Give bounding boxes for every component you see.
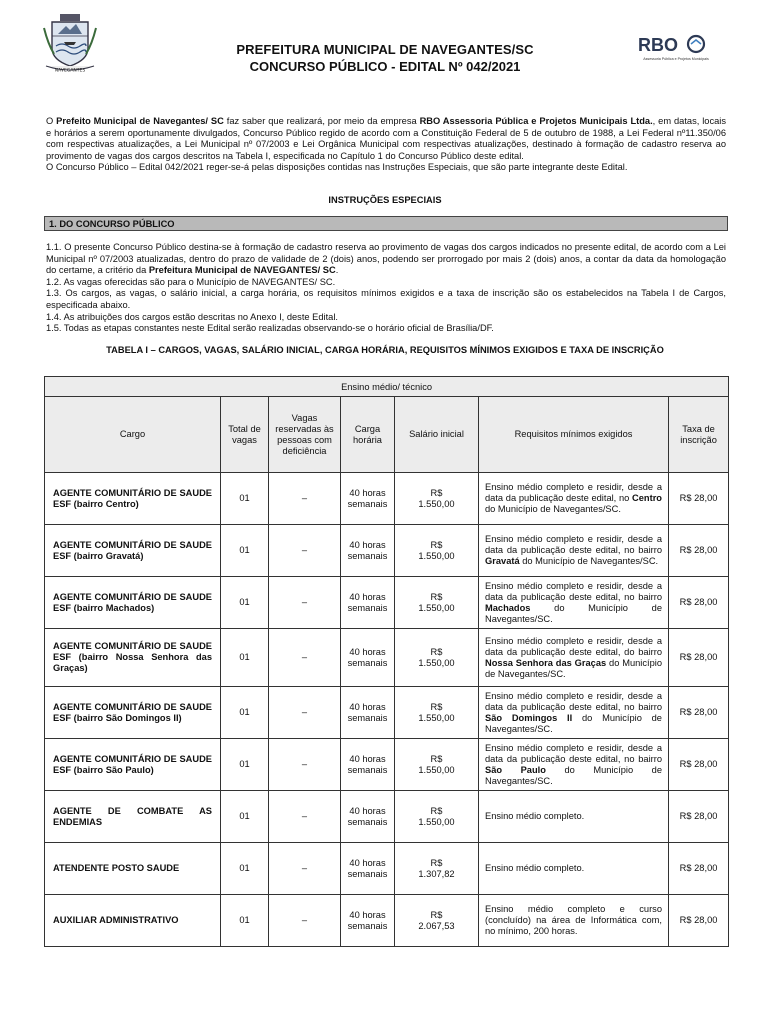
salario-currency: R$ — [430, 487, 443, 498]
cell-requisitos — [479, 895, 669, 947]
cell-requisitos — [479, 577, 669, 629]
intro-text-1: faz saber que realizará, por meio da empresa — [223, 116, 420, 126]
req-text-a: Ensino médio completo. — [485, 863, 585, 873]
col-header-requisitos: Requisitos mínimos exigidos — [479, 397, 669, 473]
cell-taxa: R$ 28,00 — [669, 895, 729, 947]
section-1-header: 1. DO CONCURSO PÚBLICO — [44, 216, 728, 231]
cell-salario — [395, 739, 479, 791]
req-text-c: do Município de Navegantes/SC. — [519, 556, 659, 566]
salario-value: 1.550,00 — [418, 816, 455, 827]
col-header-salario: Salário inicial — [395, 397, 479, 473]
cell-carga: 40 horas semanais — [341, 739, 395, 791]
col-header-cargo: Cargo — [45, 397, 221, 473]
req-text-a: Ensino médio completo e residir, desde a data da publicação deste edital, no bairro — [485, 580, 662, 602]
cell-cargo: AUXILIAR ADMINISTRATIVO — [45, 895, 221, 947]
table-caption: TABELA I – CARGOS, VAGAS, SALÁRIO INICIAL, CARGA HORÁRIA, REQUISITOS MÍNIMOS EXIGIDOS E TAXA DE INSCRIÇÃO — [106, 345, 664, 355]
intro-bold-prefeito: Prefeito Municipal de Navegantes/ SC — [56, 116, 224, 126]
intro-text-2: , em datas, locais e horários a serem oportunamente divulgados, Concurso Público regido de acordo com a Constituição Federal de 5 de outubro de 1988, a Lei Federal nº11.350/06 com respectivas atualizações, a Lei Municipal nº 07/2003 e Lei Orgânica Municipal com respectivas atualizações, destinado à formação de cadastro reserva ao provimento de vagas dos cargos descritos na Tabela I, especificada no Capítulo 1 do Concurso Público deste edital. — [46, 116, 726, 161]
cell-cargo: AGENTE COMUNITÁRIO DE SAUDE ESF (bairro Gravatá) — [45, 525, 221, 577]
req-text-bold: São Domingos II — [485, 712, 573, 723]
cell-total: 01 — [221, 687, 269, 739]
salario-value: 1.550,00 — [418, 712, 455, 723]
cell-carga: 40 horas semanais — [341, 687, 395, 739]
cell-total: 01 — [221, 525, 269, 577]
cell-requisitos — [479, 739, 669, 791]
req-text-c: do Município de Navegantes/SC. — [485, 504, 621, 514]
cell-salario — [395, 895, 479, 947]
cell-taxa: R$ 28,00 — [669, 739, 729, 791]
req-text-bold: Gravatá — [485, 556, 520, 566]
cell-cargo: AGENTE DE COMBATE AS ENDEMIAS — [45, 791, 221, 843]
table-row — [45, 577, 729, 629]
cell-total: 01 — [221, 739, 269, 791]
req-text-bold: São Paulo — [485, 764, 546, 775]
table-row — [45, 525, 729, 577]
cell-reservadas: – — [269, 473, 341, 525]
cell-carga: 40 horas semanais — [341, 525, 395, 577]
col-header-carga: Carga horária — [341, 397, 395, 473]
req-text-c: do Município de Navegantes/SC. — [485, 764, 662, 786]
cell-reservadas: – — [269, 843, 341, 895]
table-row — [45, 843, 729, 895]
salario-value: 1.550,00 — [418, 657, 455, 668]
cell-reservadas: – — [269, 739, 341, 791]
positions-table — [44, 376, 729, 947]
cell-reservadas: – — [269, 791, 341, 843]
document-title — [0, 42, 770, 74]
cell-reservadas: – — [269, 629, 341, 687]
cell-cargo: AGENTE COMUNITÁRIO DE SAUDE ESF (bairro Machados) — [45, 577, 221, 629]
salario-value: 1.307,82 — [418, 868, 455, 879]
cell-cargo: AGENTE COMUNITÁRIO DE SAUDE ESF (bairro São Paulo) — [45, 739, 221, 791]
svg-text:NAVEGANTES: NAVEGANTES — [54, 68, 86, 74]
cell-taxa: R$ 28,00 — [669, 843, 729, 895]
cell-carga: 40 horas semanais — [341, 895, 395, 947]
cell-total: 01 — [221, 895, 269, 947]
title-line-2: CONCURSO PÚBLICO - EDITAL Nº 042/2021 — [249, 59, 521, 74]
cell-taxa: R$ 28,00 — [669, 629, 729, 687]
cell-salario — [395, 629, 479, 687]
salario-currency: R$ — [430, 909, 443, 920]
cell-taxa: R$ 28,00 — [669, 525, 729, 577]
item-1-1: 1.1. O presente Concurso Público destina-se à formação de cadastro reserva ao provimento de vagas dos cargos indicados no presente edital, de acordo com a Lei Municipal nº 07/2003 atualizadas, dentro do prazo de validade de 2 (dois) anos, podendo ser prorrogado por mais 2 (dois) anos, a contar da data da homologação do certame, a critério da — [46, 242, 726, 276]
cell-reservadas: – — [269, 895, 341, 947]
cell-cargo: AGENTE COMUNITÁRIO DE SAUDE ESF (bairro Nossa Senhora das Graças) — [45, 629, 221, 687]
table-row — [45, 473, 729, 525]
item-1-3: 1.3. Os cargos, as vagas, o salário inicial, a carga horária, os requisitos mínimos exigidos e a taxa de inscrição são os estabelecidos na Tabela I de Cargos, especificada abaixo. — [46, 288, 726, 310]
cell-requisitos — [479, 687, 669, 739]
cell-reservadas: – — [269, 525, 341, 577]
table-row — [45, 739, 729, 791]
req-text-bold: Nossa Senhora das Graças — [485, 657, 607, 668]
salario-currency: R$ — [430, 539, 443, 550]
cell-requisitos — [479, 791, 669, 843]
salario-value: 1.550,00 — [418, 498, 455, 509]
cell-requisitos — [479, 473, 669, 525]
col-header-total: Total de vagas — [221, 397, 269, 473]
req-text-c: do Município de Navegantes/SC. — [485, 657, 663, 679]
salario-currency: R$ — [430, 591, 443, 602]
req-text-c: do Município de Navegantes/SC. — [485, 712, 662, 734]
item-1-2: 1.2. As vagas oferecidas são para o Município de NAVEGANTES/ SC. — [46, 276, 336, 287]
table-row — [45, 791, 729, 843]
cell-taxa: R$ 28,00 — [669, 791, 729, 843]
cell-total: 01 — [221, 473, 269, 525]
table-group-header: Ensino médio/ técnico — [45, 377, 729, 397]
cell-carga: 40 horas semanais — [341, 473, 395, 525]
cell-total: 01 — [221, 629, 269, 687]
table-row — [45, 629, 729, 687]
svg-text:Assessoria Pública e Projetos: Assessoria Pública e Projetos Municipais — [643, 57, 709, 61]
item-1-1-end: . — [335, 265, 339, 276]
cell-taxa: R$ 28,00 — [669, 577, 729, 629]
req-text-a: Ensino médio completo e curso (concluído) na área de Informática com, no mínimo, 200 horas. — [485, 904, 662, 936]
req-text-c: do Município de Navegantes/SC. — [485, 602, 662, 624]
cell-cargo: AGENTE COMUNITÁRIO DE SAUDE ESF (bairro Centro) — [45, 473, 221, 525]
cell-salario — [395, 687, 479, 739]
cell-total: 01 — [221, 843, 269, 895]
item-1-1-bold: Prefeitura Municipal de NAVEGANTES/ SC — [148, 265, 336, 276]
cell-cargo: AGENTE COMUNITÁRIO DE SAUDE ESF (bairro São Domingos II) — [45, 687, 221, 739]
cell-salario — [395, 577, 479, 629]
cell-taxa: R$ 28,00 — [669, 473, 729, 525]
item-1-5: 1.5. Todas as etapas constantes neste Edital serão realizadas observando-se o horário oficial de Brasília/DF. — [46, 323, 494, 334]
salario-value: 1.550,00 — [418, 764, 455, 775]
cell-salario — [395, 525, 479, 577]
cell-requisitos — [479, 525, 669, 577]
instructions-heading: INSTRUÇÕES ESPECIAIS — [328, 195, 442, 205]
req-text-a: Ensino médio completo e residir, desde a data da publicação deste edital, no bairro — [485, 534, 662, 555]
cell-salario — [395, 791, 479, 843]
salario-currency: R$ — [430, 857, 443, 868]
table-row — [45, 687, 729, 739]
section-1-body — [46, 242, 726, 335]
table-row — [45, 895, 729, 947]
cell-carga: 40 horas semanais — [341, 791, 395, 843]
cell-cargo: ATENDENTE POSTO SAUDE — [45, 843, 221, 895]
svg-text:RBO: RBO — [638, 35, 678, 55]
req-text-a: Ensino médio completo e residir, desde a data da publicação deste edital, do bairro — [485, 635, 662, 657]
cell-taxa: R$ 28,00 — [669, 687, 729, 739]
salario-currency: R$ — [430, 753, 443, 764]
intro-paragraph-2: O Concurso Público – Edital 042/2021 reger-se-á pelas disposições contidas nas Instruções Especiais, que são parte integrante deste Edital. — [46, 162, 628, 173]
salario-currency: R$ — [430, 646, 443, 657]
req-text-a: Ensino médio completo. — [485, 811, 585, 821]
intro-bold-company: RBO Assessoria Pública e Projetos Municipais Ltda. — [419, 116, 653, 126]
cell-reservadas: – — [269, 577, 341, 629]
cell-reservadas: – — [269, 687, 341, 739]
col-header-taxa: Taxa de inscrição — [669, 397, 729, 473]
req-text-bold: Centro — [632, 493, 662, 503]
salario-value: 2.067,53 — [418, 920, 455, 931]
intro-prefix: O — [46, 116, 57, 126]
salario-value: 1.550,00 — [418, 602, 455, 613]
salario-currency: R$ — [430, 805, 443, 816]
cell-salario — [395, 843, 479, 895]
cell-salario — [395, 473, 479, 525]
salario-value: 1.550,00 — [418, 550, 455, 561]
item-1-4: 1.4. As atribuições dos cargos estão descritas no Anexo I, deste Edital. — [46, 311, 338, 322]
req-text-a: Ensino médio completo e residir, desde a data da publicação deste edital, no bairro — [485, 742, 662, 764]
req-text-a: Ensino médio completo e residir, desde a data da publicação deste edital, no — [485, 482, 662, 503]
title-line-1: PREFEITURA MUNICIPAL DE NAVEGANTES/SC — [236, 42, 534, 57]
req-text-a: Ensino médio completo e residir, desde a data da publicação deste edital, no bairro — [485, 690, 662, 712]
col-header-reservadas: Vagas reservadas às pessoas com deficiência — [269, 397, 341, 473]
cell-carga: 40 horas semanais — [341, 843, 395, 895]
intro-paragraph — [46, 116, 726, 174]
req-text-bold: Machados — [485, 602, 531, 613]
cell-total: 01 — [221, 577, 269, 629]
cell-requisitos — [479, 629, 669, 687]
cell-carga: 40 horas semanais — [341, 577, 395, 629]
cell-carga: 40 horas semanais — [341, 629, 395, 687]
cell-requisitos — [479, 843, 669, 895]
cell-total: 01 — [221, 791, 269, 843]
salario-currency: R$ — [430, 701, 443, 712]
